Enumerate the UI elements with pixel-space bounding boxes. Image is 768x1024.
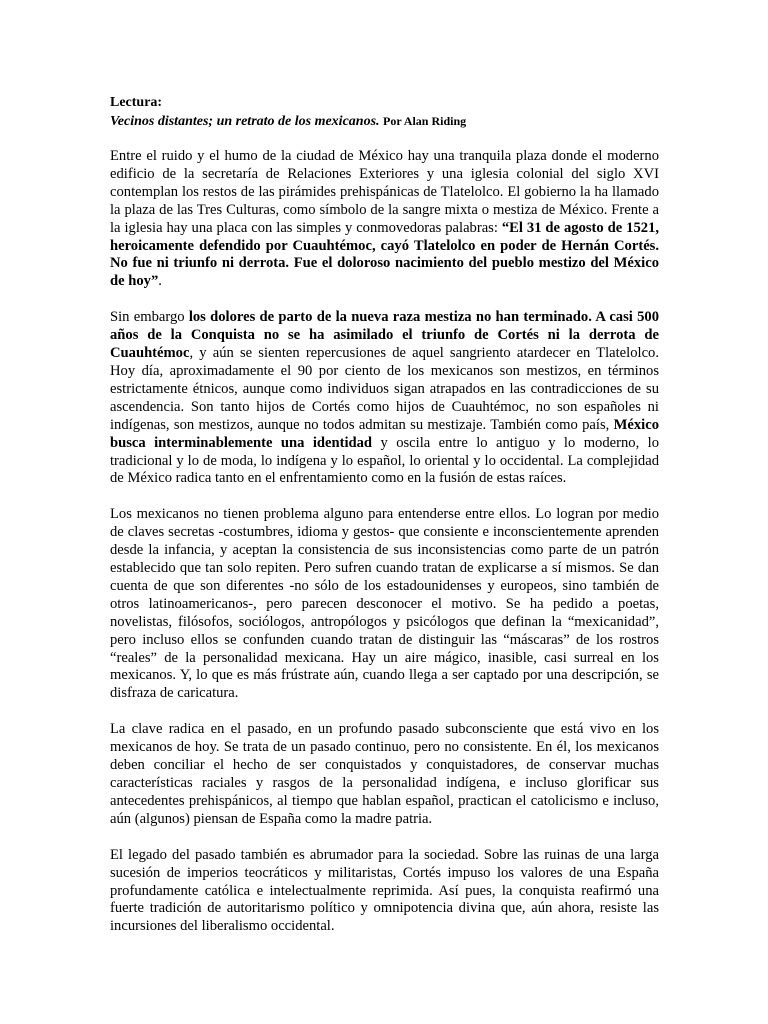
paragraph-1-text: Entre el ruido y el humo de la ciudad de México hay una tranquila plaza donde el moderno edificio de la secretaría de Relaciones Exteriores y una iglesia colonial del siglo XVI contemplan los restos de las pirámides prehispánicas de Tlatelolco. El gobierno la ha llamado la plaza de las Tres Culturas, como símbolo de la sangre mixta o mestiza de México. Frente a la iglesia hay una placa con las simples y conmovedoras palabras: [110, 148, 659, 236]
paragraph-3: Los mexicanos no tienen problema alguno para entenderse entre ellos. Lo logran por medio de claves secretas -costumbres, idioma y gestos- que consiente e inconscientemente aprenden desde la infancia, y aceptan la consistencia de sus inconsistencias como parte de un patrón establecido que tan solo repiten. Pero sufren cuando tratan de explicarse a sí mismos. Se dan cuenta de que son diferentes -no sólo de los estadounidenses y europeos, sino también de otros latinoamericanos-, pero parecen desconocer el motivo. Se ha pedido a poetas, novelistas, filósofos, sociólogos, antropólogos y psicólogos que definan la “mexicanidad”, pero incluso ellos se confunden cuando tratan de distinguir las “máscaras” de los rostros “reales” de la personalidad mexicana. Hay un aire mágico, inasible, casi surreal en los mexicanos. Y, lo que es más frústrate aún, cuando llega a ser captado por una descripción, se disfraza de caricatura. [110, 506, 659, 702]
paragraph-4: La clave radica en el pasado, en un profundo pasado subconsciente que está vivo en los mexicanos de hoy. Se trata de un pasado continuo, pero no consistente. En él, los mexicanos deben conciliar el hecho de ser conquistados y conquistadores, de conservar muchas características raciales y rasgos de la personalidad indígena, e incluso glorificar sus antecedentes prehispánicos, al tiempo que hablan español, practican el catolicismo e incluso, aún (algunos) piensan de España como la madre patria. [110, 721, 659, 827]
author-byline: Por Alan Riding [383, 114, 467, 128]
paragraph-2-text: , y aún se sienten repercusiones de aquel sangriento atardecer en Tlatelolco. Hoy día, aproximadamente el 90 por ciento de los mexicanos son mestizos, en términos estrictamente étnicos, aunque como individuos sigan atrapados en las contradicciones de su ascendencia. Son tanto hijos de Cortés como hijos de Cuauhtémoc, no son españoles ni indígenas, son mestizos, aunque no todos admitan su mestizaje. También como país, [110, 345, 659, 433]
plaque-quote: “El 31 de agosto de 1521, heroicamente defendido por Cuauhtémoc, cayó Tlatelolco en poder de Hernán Cortés. No fue ni triunfo ni derrota. Fue el doloroso nacimiento del pueblo mestizo del México de hoy” [110, 219, 660, 290]
paragraph-5: El legado del pasado también es abrumador para la sociedad. Sobre las ruinas de una larga sucesión de imperios teocráticos y militaristas, Cortés impuso los valores de una España profundamente católica e intelectualmente reprimida. Así pues, la conquista reafirmó una fuerte tradición de autoritarismo político y omnipotencia divina que, aún ahora, resiste las incursiones del liberalismo occidental. [110, 846, 659, 935]
paragraph-2 [110, 309, 659, 488]
paragraph-2-emphasis-1: los dolores de parto de la nueva raza mestiza no han terminado. A casi 500 años de la Conquista no se ha asimilado el triunfo de Cortés ni la derrota de Cuauhtémoc [110, 309, 659, 362]
paragraph-1 [110, 148, 659, 291]
document-title: Vecinos distantes; un retrato de los mexicanos. [110, 114, 380, 129]
reading-label: Lectura: [110, 95, 163, 110]
title-line [110, 112, 659, 131]
paragraph-2-emphasis-2: México busca interminablemente una identidad [110, 416, 659, 451]
paragraph-1-end: . [158, 273, 162, 290]
paragraph-2-end: y oscila entre lo antiguo y lo moderno, lo tradicional y lo de moda, lo indígena y lo español, lo oriental y lo occidental. La complejidad de México radica tanto en el enfrentamiento como en la fusión de estas raíces. [110, 434, 659, 487]
paragraph-2-intro: Sin embargo [110, 309, 189, 326]
